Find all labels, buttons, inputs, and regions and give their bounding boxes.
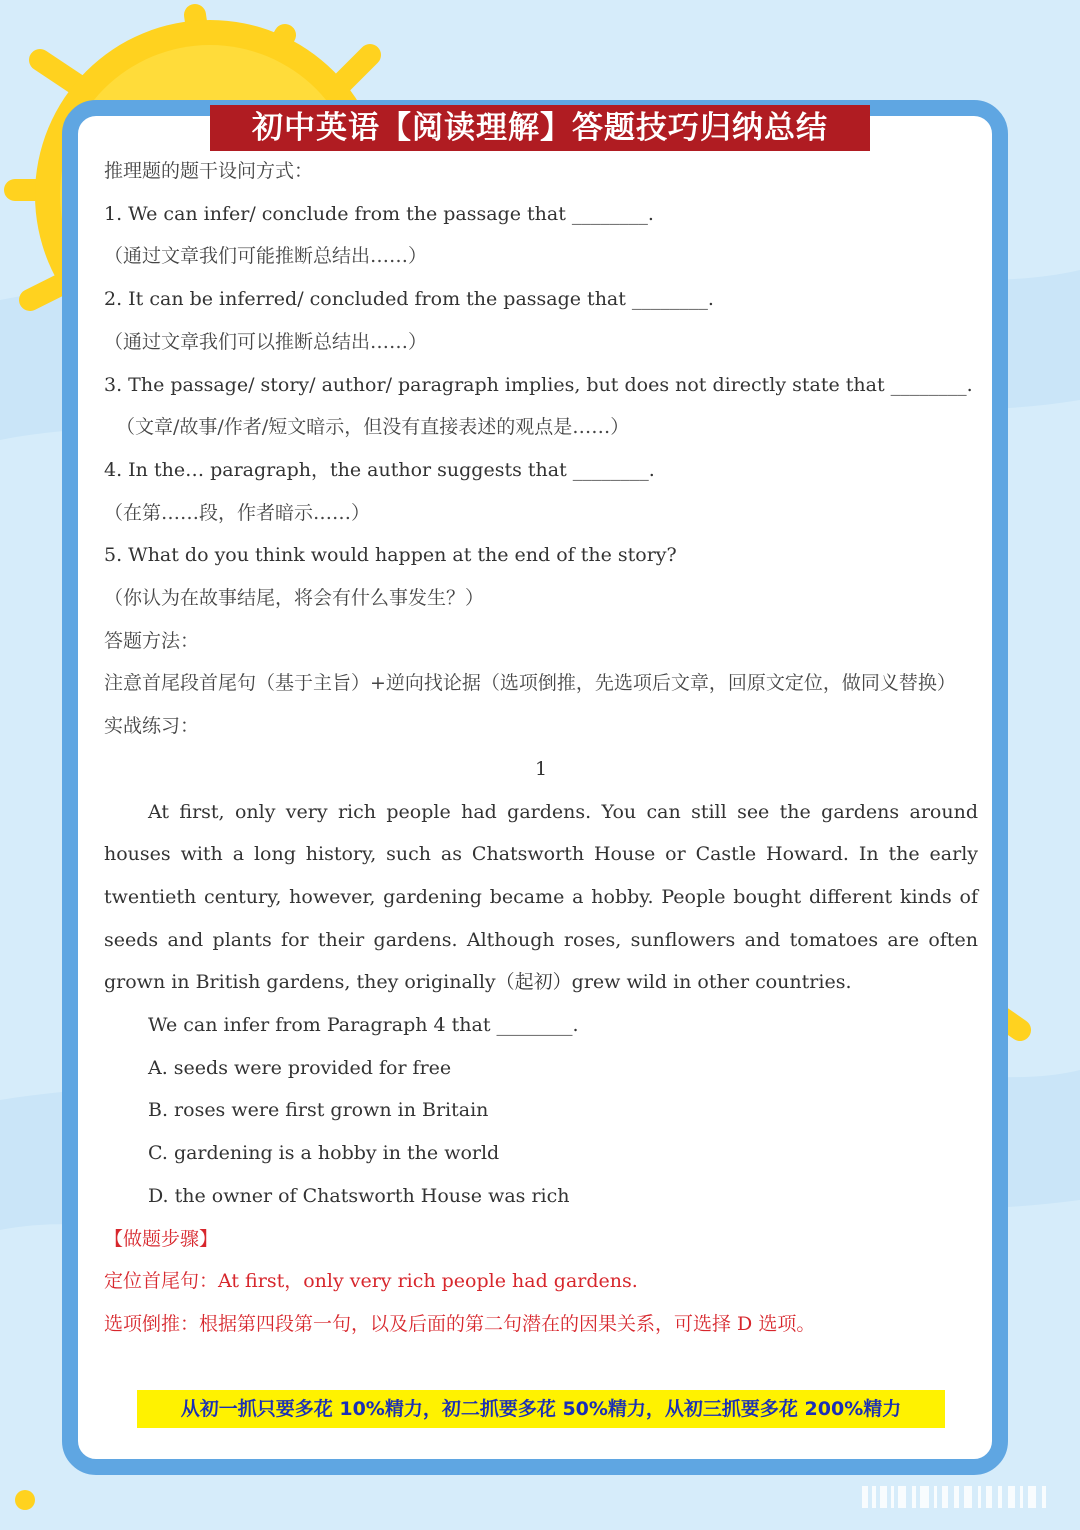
question-3: 3. The passage/ story/ author/ paragraph implies, but does not directly state that ________. bbox=[104, 373, 973, 396]
option-d: D. the owner of Chatsworth House was rich bbox=[148, 1184, 570, 1207]
option-c: C. gardening is a hobby in the world bbox=[148, 1142, 500, 1165]
option-a: A. seeds were provided for free bbox=[148, 1056, 452, 1079]
question-2-translation: （通过文章我们可以推断总结出……） bbox=[104, 330, 428, 353]
method-text: 注意首尾段首尾句（基于主旨）+逆向找论据（选项倒推，先选项后文章，回原文定位，做同义替换） bbox=[104, 672, 956, 695]
reading-passage: At first, only very rich people had gardens. You can still see the gardens around houses with a long history, such as Chatsworth House or Castle Howard. In the early twentieth century, however, gardening became a hobby. People bought different kinds of seeds and plants for their gardens. Although roses, sunflowers and tomatoes are often grown in British gardens, they originally（起初）grew wild in other countries. bbox=[104, 800, 978, 994]
document-content bbox=[104, 150, 978, 1346]
question-5: 5. What do you think would happen at the end of the story? bbox=[104, 544, 677, 567]
practice-heading: 实战练习： bbox=[104, 715, 200, 738]
question-4-translation: （在第……段，作者暗示……） bbox=[104, 501, 371, 524]
motivation-banner: 从初一抓只要多花 10%精力，初二抓要多花 50%精力，从初三抓要多花 200%精力 bbox=[137, 1390, 945, 1428]
step-deduce: 选项倒推：根据第四段第一句，以及后面的第二句潜在的因果关系，可选择 D 选项。 bbox=[104, 1312, 816, 1335]
watermark-barcode bbox=[860, 1478, 1060, 1514]
question-3-translation: （文章/故事/作者/短文暗示，但没有直接表述的观点是……） bbox=[116, 416, 630, 439]
option-b: B. roses were first grown in Britain bbox=[148, 1099, 489, 1122]
question-2: 2. It can be inferred/ concluded from the passage that ________. bbox=[104, 288, 714, 311]
steps-heading: 【做题步骤】 bbox=[104, 1227, 219, 1250]
page-title: 初中英语【阅读理解】答题技巧归纳总结 bbox=[210, 105, 870, 151]
section-heading: 推理题的题干设问方式： bbox=[104, 160, 314, 182]
question-1-translation: （通过文章我们可能推断总结出……） bbox=[104, 245, 428, 268]
step-locate: 定位首尾句：At first，only very rich people had gardens. bbox=[104, 1270, 638, 1293]
question-4: 4. In the… paragraph，the author suggests that ________. bbox=[104, 458, 655, 481]
question-5-translation: （你认为在故事结尾，将会有什么事发生？） bbox=[104, 587, 485, 610]
question-1: 1. We can infer/ conclude from the passage that ________. bbox=[104, 202, 654, 225]
question-stem: We can infer from Paragraph 4 that ________. bbox=[148, 1014, 579, 1037]
passage-number: 1 bbox=[534, 757, 548, 780]
method-heading: 答题方法： bbox=[104, 629, 200, 652]
